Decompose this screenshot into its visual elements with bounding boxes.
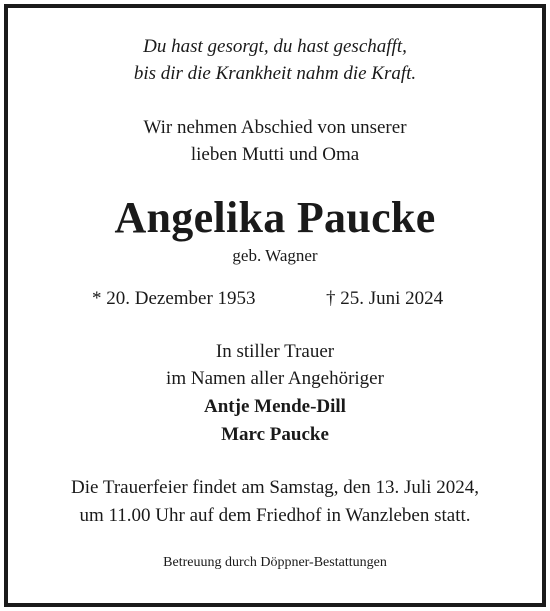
- poem-line-1: Du hast gesorgt, du hast geschafft,: [143, 36, 407, 57]
- mourner-name-1: Antje Mende-Dill: [204, 396, 346, 417]
- funeral-line-2: um 11.00 Uhr auf dem Friedhof in Wanzleben statt.: [79, 505, 471, 526]
- deceased-name: Angelika Paucke: [114, 193, 436, 242]
- mourning-line-1: In stiller Trauer: [215, 341, 335, 362]
- mourning-line-2: im Namen aller Angehöriger: [166, 368, 384, 389]
- mourner-name-2: Marc Paucke: [221, 424, 329, 445]
- death-date: † 25. Juni 2024: [326, 288, 444, 309]
- birth-date: * 20. Dezember 1953: [92, 288, 256, 309]
- intro-line-2: lieben Mutti und Oma: [190, 144, 360, 165]
- funeral-line-1: Die Trauerfeier findet am Samstag, den 13. Juli 2024,: [71, 477, 479, 498]
- funeral-home-credit: Betreuung durch Döppner-Bestattungen: [163, 555, 387, 570]
- maiden-name: geb. Wagner: [232, 246, 318, 265]
- poem-line-2: bis dir die Krankheit nahm die Kraft.: [133, 63, 417, 84]
- intro-line-1: Wir nehmen Abschied von unserer: [143, 117, 407, 138]
